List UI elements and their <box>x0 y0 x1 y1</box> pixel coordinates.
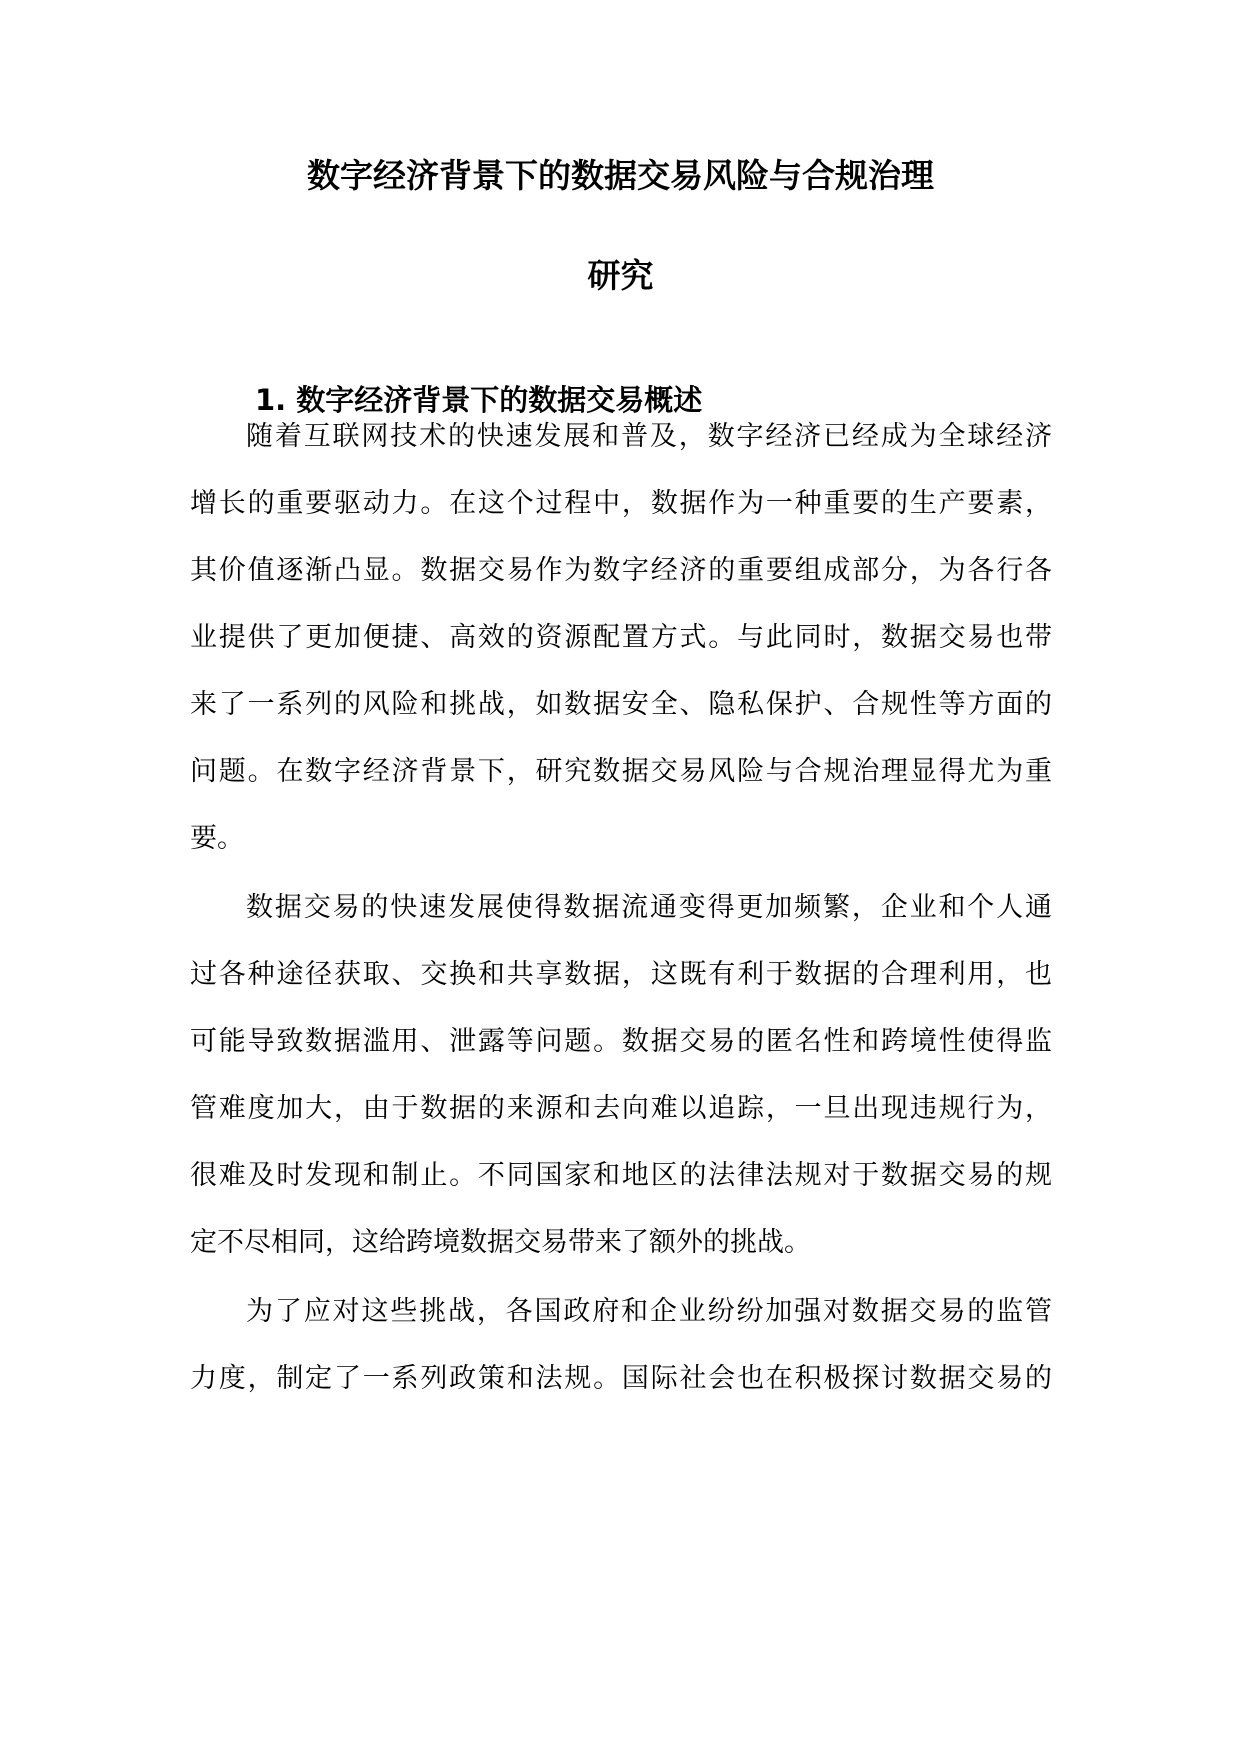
paragraph-1-line-1: 随着互联网技术的快速发展和普及，数字经济已经成为全球经济 <box>246 421 1052 452</box>
paragraph-2-line-1: 数据交易的快速发展使得数据流通变得更加频繁，企业和个人通 <box>246 892 1052 923</box>
paragraph-3-line-2: 力度，制定了一系列政策和法规。国际社会也在积极探讨数据交易的 <box>190 1363 1052 1394</box>
paragraph-1-line-6: 问题。在数字经济背景下，研究数据交易风险与合规治理显得尤为重 <box>190 756 1052 787</box>
paragraph-3-line-1: 为了应对这些挑战，各国政府和企业纷纷加强对数据交易的监管 <box>246 1296 1052 1327</box>
paragraph-2-line-2: 过各种途径获取、交换和共享数据，这既有利于数据的合理利用，也 <box>190 959 1052 990</box>
paragraph-2-line-6: 定不尽相同，这给跨境数据交易带来了额外的挑战。 <box>190 1227 811 1258</box>
document-title-line-1: 数字经济背景下的数据交易风险与合规治理 <box>307 156 934 195</box>
paragraph-1-line-7: 要。 <box>190 823 244 854</box>
paragraph-2-line-4: 管难度加大，由于数据的来源和去向难以追踪，一旦出现违规行为， <box>190 1093 1052 1124</box>
document-title-line-2: 研究 <box>587 256 654 295</box>
paragraph-2-line-5: 很难及时发现和制止。不同国家和地区的法律法规对于数据交易的规 <box>190 1160 1052 1191</box>
paragraph-1-line-3: 其价值逐渐凸显。数据交易作为数字经济的重要组成部分，为各行各 <box>190 555 1052 586</box>
paragraph-2-line-3: 可能导致数据滥用、泄露等问题。数据交易的匿名性和跨境性使得监 <box>190 1026 1052 1057</box>
paragraph-1-line-2: 增长的重要驱动力。在这个过程中，数据作为一种重要的生产要素， <box>190 488 1052 519</box>
section-heading: 1. 数字经济背景下的数据交易概述 <box>255 383 703 417</box>
paragraph-1-line-4: 业提供了更加便捷、高效的资源配置方式。与此同时，数据交易也带 <box>190 622 1052 653</box>
paragraph-1-line-5: 来了一系列的风险和挑战，如数据安全、隐私保护、合规性等方面的 <box>190 689 1052 720</box>
